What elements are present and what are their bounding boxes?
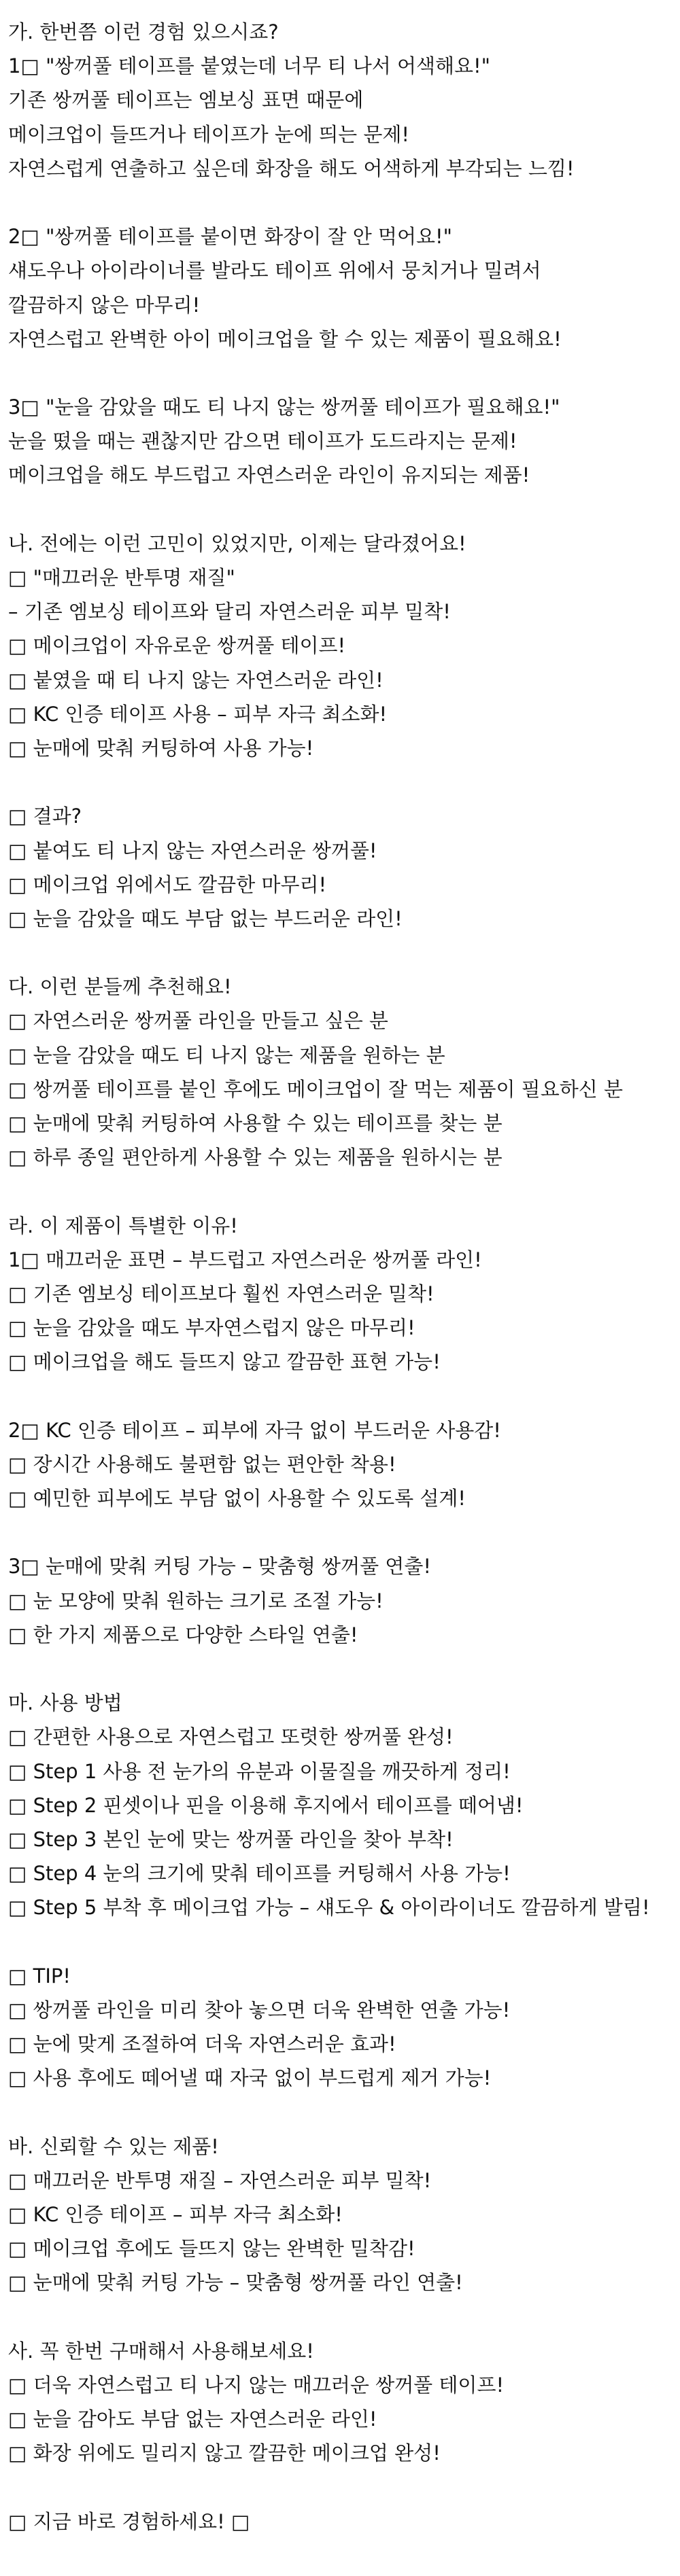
- text-line: 깔끔하지 않은 마무리!: [8, 293, 201, 317]
- text-line: 메이크업을 해도 부드럽고 자연스러운 라인이 유지되는 제품!: [8, 463, 530, 487]
- text-line: □ 눈 모양에 맞춰 원하는 크기로 조절 가능!: [8, 1589, 384, 1612]
- text-block: [8, 1959, 675, 2096]
- text-line: – 기존 엠보싱 테이프와 달리 자연스러운 피부 밀착!: [8, 600, 451, 624]
- text-block: [8, 219, 675, 356]
- text-line: □ 쌍꺼풀 라인을 미리 찾아 놓으면 더욱 완벽한 연출 가능!: [8, 1998, 511, 2022]
- text-block: [8, 970, 675, 1174]
- text-line: □ 눈매에 맞춰 커팅하여 사용할 수 있는 테이프를 찾는 분: [8, 1112, 503, 1135]
- text-line: 1□ 매끄러운 표면 – 부드럽고 자연스러운 쌍꺼풀 라인!: [8, 1248, 482, 1271]
- text-line: □ Step 2 핀셋이나 핀을 이용해 후지에서 테이프를 떼어냄!: [8, 1793, 524, 1817]
- block-heading-line: □ 결과?: [8, 805, 82, 828]
- block-heading-line: 2□ KC 인증 테이프 – 피부에 자극 없이 부드러운 사용감!: [8, 1418, 501, 1442]
- text-line: 기존 쌍꺼풀 테이프는 엠보싱 표면 때문에: [8, 88, 364, 112]
- block-heading-line: □ TIP!: [8, 1964, 71, 1988]
- paragraph-gap: [8, 1379, 675, 1413]
- block-heading-line: 다. 이런 분들께 추천해요!: [8, 975, 232, 999]
- text-line: □ Step 4 눈의 크기에 맞춰 테이프를 커팅해서 사용 가능!: [8, 1862, 511, 1886]
- text-line: □ 간편한 사용으로 자연스럽고 또렷한 쌍꺼풀 완성!: [8, 1725, 454, 1749]
- text-block: [8, 2334, 675, 2471]
- text-line: □ 눈을 감아도 부담 없는 자연스러운 라인!: [8, 2407, 377, 2431]
- paragraph-gap: [8, 493, 675, 527]
- text-line: □ 매끄러운 반투명 재질 – 자연스러운 피부 밀착!: [8, 2168, 432, 2192]
- text-line: 메이크업이 들뜨거나 테이프가 눈에 띄는 문제!: [8, 122, 409, 146]
- text-line: □ 눈을 감았을 때도 티 나지 않는 제품을 원하는 분: [8, 1043, 445, 1067]
- text-block: [8, 1549, 675, 1652]
- text-line: 눈을 떴을 때는 괜찮지만 감으면 테이프가 도드라지는 문제!: [8, 429, 517, 453]
- text-block: [8, 527, 675, 765]
- paragraph-gap: [8, 936, 675, 970]
- text-line: 자연스럽게 연출하고 싶은데 화장을 해도 어색하게 부각되는 느낌!: [8, 156, 575, 180]
- text-line: □ 눈을 감았을 때도 부자연스럽지 않은 마무리!: [8, 1316, 415, 1340]
- text-line: □ 메이크업 후에도 들뜨지 않는 완벽한 밀착감!: [8, 2237, 415, 2261]
- text-line: □ 메이크업 위에서도 깔끔한 마무리!: [8, 872, 327, 896]
- text-block: [8, 2130, 675, 2300]
- block-heading-line: 바. 신뢰할 수 있는 제품!: [8, 2134, 219, 2158]
- text-line: □ 메이크업을 해도 들뜨지 않고 깔끔한 표현 가능!: [8, 1350, 441, 1374]
- text-line: □ 장시간 사용해도 불편함 없는 편안한 착용!: [8, 1452, 396, 1476]
- text-line: □ 눈에 맞게 조절하여 더욱 자연스러운 효과!: [8, 2032, 396, 2056]
- text-line: □ Step 1 사용 전 눈가의 유분과 이물질을 깨끗하게 정리!: [8, 1759, 511, 1783]
- paragraph-gap: [8, 1515, 675, 1549]
- paragraph-gap: [8, 2471, 675, 2505]
- text-block: [8, 1686, 675, 1924]
- paragraph-gap: [8, 1652, 675, 1686]
- text-line: □ 붙였을 때 티 나지 않는 자연스러운 라인!: [8, 668, 384, 692]
- text-line: □ 메이크업이 자유로운 쌍꺼풀 테이프!: [8, 634, 346, 658]
- text-line: 자연스럽고 완벽한 아이 메이크업을 할 수 있는 제품이 필요해요!: [8, 327, 562, 351]
- block-heading-line: 3□ 눈매에 맞춰 커팅 가능 – 맞춤형 쌍꺼풀 연출!: [8, 1555, 431, 1578]
- text-line: □ 화장 위에도 밀리지 않고 깔끔한 메이크업 완성!: [8, 2441, 441, 2465]
- paragraph-gap: [8, 356, 675, 390]
- text-line: □ KC 인증 테이프 사용 – 피부 자극 최소화!: [8, 702, 388, 726]
- text-line: □ 붙여도 티 나지 않는 자연스러운 쌍꺼풀!: [8, 839, 377, 862]
- text-line: □ 한 가지 제품으로 다양한 스타일 연출!: [8, 1623, 358, 1646]
- text-line: □ 눈매에 맞춰 커팅 가능 – 맞춤형 쌍꺼풀 라인 연출!: [8, 2271, 463, 2295]
- paragraph-gap: [8, 1925, 675, 1959]
- text-block: [8, 2505, 675, 2539]
- text-line: □ "매끄러운 반투명 재질": [8, 566, 235, 589]
- block-heading-line: 나. 전에는 이런 고민이 있었지만, 이제는 달라졌어요!: [8, 531, 466, 555]
- paragraph-gap: [8, 186, 675, 219]
- paragraph-gap: [8, 2300, 675, 2334]
- text-line: □ 사용 후에도 떼어낼 때 자국 없이 부드럽게 제거 가능!: [8, 2066, 492, 2090]
- paragraph-gap: [8, 2095, 675, 2129]
- block-heading-line: 라. 이 제품이 특별한 이유!: [8, 1214, 238, 1237]
- text-block: [8, 390, 675, 493]
- text-block: [8, 1209, 675, 1379]
- text-line: □ 더욱 자연스럽고 티 나지 않는 매끄러운 쌍꺼풀 테이프!: [8, 2373, 505, 2397]
- text-line: □ 기존 엠보싱 테이프보다 훨씬 자연스러운 밀착!: [8, 1282, 435, 1305]
- text-line: □ Step 5 부착 후 메이크업 가능 – 섀도우 & 아이라이너도 깔끔하게 발림!: [8, 1896, 650, 1920]
- block-heading-line: 사. 꼭 한번 구매해서 사용해보세요!: [8, 2339, 314, 2363]
- text-line: □ 하루 종일 편안하게 사용할 수 있는 제품을 원하시는 분: [8, 1146, 503, 1169]
- block-heading-line: □ 지금 바로 경험하세요! □: [8, 2509, 250, 2533]
- block-heading-line: 2□ "쌍꺼풀 테이프를 붙이면 화장이 잘 안 먹어요!": [8, 225, 452, 249]
- text-line: □ 눈매에 맞춰 커팅하여 사용 가능!: [8, 736, 314, 760]
- block-heading-line: 가. 한번쯤 이런 경험 있으시죠?: [8, 20, 279, 43]
- text-block: [8, 799, 675, 936]
- text-line: □ 자연스러운 쌍꺼풀 라인을 만들고 싶은 분: [8, 1009, 388, 1033]
- paragraph-gap: [8, 1174, 675, 1208]
- text-line: □ 예민한 피부에도 부담 없이 사용할 수 있도록 설계!: [8, 1487, 466, 1511]
- text-line: □ Step 3 본인 눈에 맞는 쌍꺼풀 라인을 찾아 부착!: [8, 1827, 454, 1851]
- paragraph-gap: [8, 765, 675, 799]
- text-line: □ 눈을 감았을 때도 부담 없는 부드러운 라인!: [8, 906, 403, 930]
- document-body: [8, 15, 675, 2539]
- block-heading-line: 마. 사용 방법: [8, 1691, 122, 1715]
- block-heading-line: 3□ "눈을 감았을 때도 티 나지 않는 쌍꺼풀 테이프가 필요해요!": [8, 395, 560, 419]
- text-line: □ KC 인증 테이프 – 피부 자극 최소화!: [8, 2203, 343, 2226]
- text-block: [8, 1413, 675, 1516]
- text-line: 1□ "쌍꺼풀 테이프를 붙였는데 너무 티 나서 어색해요!": [8, 54, 490, 78]
- text-line: 섀도우나 아이라이너를 발라도 테이프 위에서 뭉치거나 밀려서: [8, 259, 541, 283]
- text-block: [8, 15, 675, 186]
- text-line: □ 쌍꺼풀 테이프를 붙인 후에도 메이크업이 잘 먹는 제품이 필요하신 분: [8, 1077, 623, 1101]
